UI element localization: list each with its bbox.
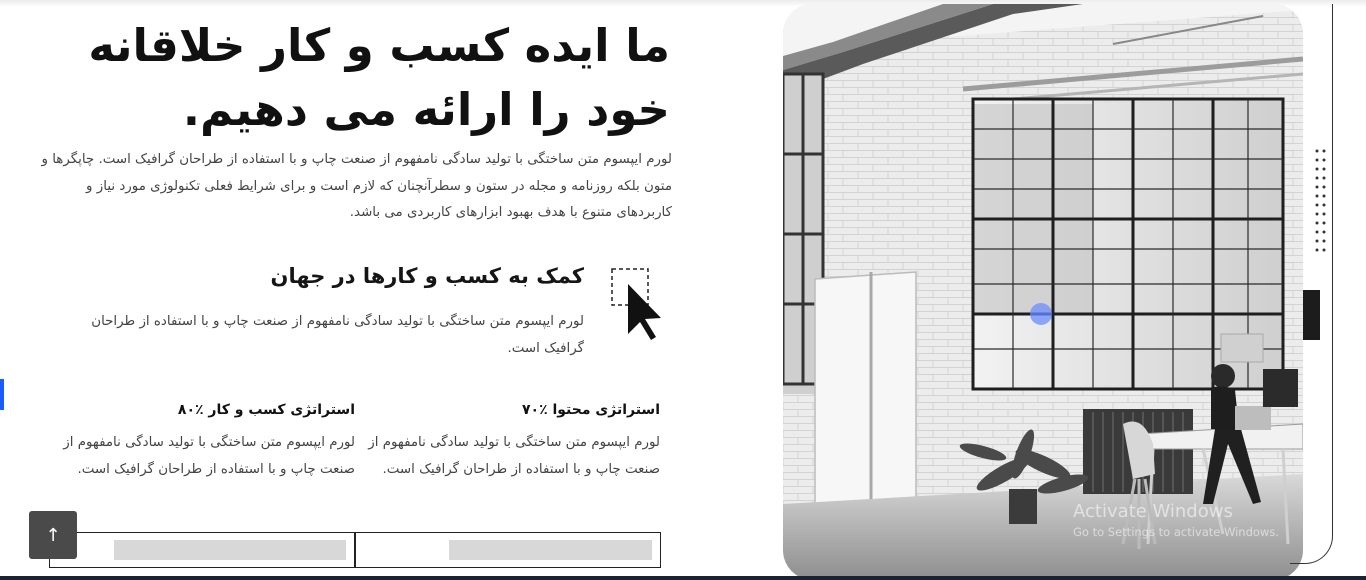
scroll-to-top-button[interactable] [29, 511, 77, 559]
footer-edge [0, 576, 1366, 580]
stat-progress-bar [355, 532, 661, 568]
decorative-frame [1290, 4, 1333, 564]
feature-text: لورم ایپسوم متن ساختگی با تولید سادگی نامفهوم از صنعت چاپ و با استفاده از طراحان گرافیک است. [91, 314, 584, 356]
hero-headline: ما ایده کسب و کار خلاقانه خود را ارائه می دهیم. [88, 19, 670, 136]
arrow-up-icon: ↑ [45, 524, 61, 546]
stat-text: لورم ایپسوم متن ساختگی با تولید سادگی نامفهوم از صنعت چاپ و با استفاده از طراحان گرافیک است. [63, 435, 355, 477]
windows-activation-watermark [1073, 500, 1279, 540]
stat-progress-bar [49, 532, 355, 568]
watermark-subtitle: Go to Settings to activate Windows. [1073, 525, 1279, 539]
stat-title: استراتژی کسب و کار ٪۸۰ [177, 402, 355, 418]
decorative-dark-tab [1303, 290, 1320, 340]
stat-title: استراتژی محتوا ٪۷۰ [521, 402, 660, 418]
hero-intro: لورم ایپسوم متن ساختگی با تولید سادگی نامفهوم از صنعت چاپ و با استفاده از طراحان گرافیک است. چاپگرها و متون بلکه روزنامه و مجله در ستون و سطرآنچنان که لازم است و برای شرایط فعلی تکنولوژی مورد نیاز و کاربردهای متنوع با هدف بهبود ابزارهای کاربردی می باشد. [41, 152, 672, 220]
feature-title: کمک به کسب و کارها در جهان [270, 264, 584, 288]
watermark-title: Activate Windows [1073, 501, 1233, 522]
stat-progress-fill [449, 540, 652, 560]
stat-text: لورم ایپسوم متن ساختگی با تولید سادگی نامفهوم از صنعت چاپ و با استفاده از طراحان گرافیک است. [368, 435, 660, 477]
cursor-selection-icon [607, 264, 665, 344]
decorative-dots [1314, 148, 1328, 258]
stat-progress-fill [114, 540, 346, 560]
side-accent-marker [0, 379, 4, 410]
office-photo [783, 4, 1303, 580]
